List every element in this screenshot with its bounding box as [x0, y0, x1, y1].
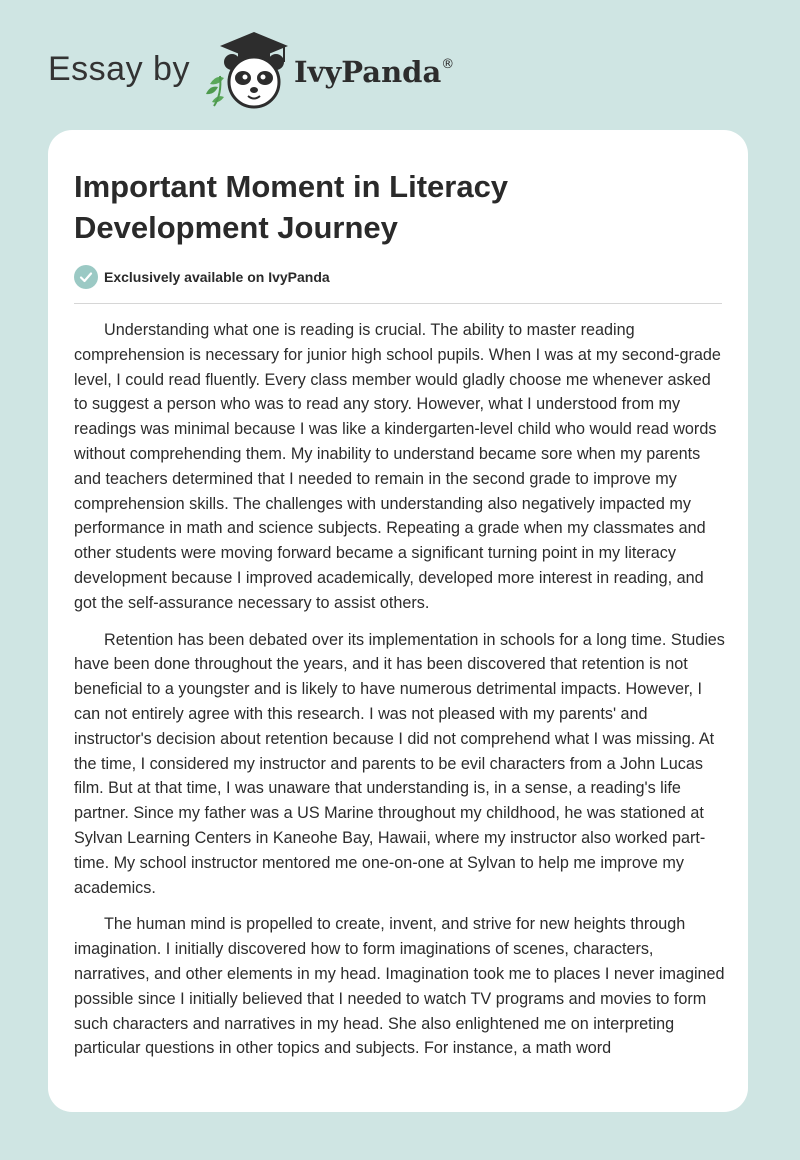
check-icon — [74, 265, 98, 289]
divider — [74, 303, 722, 304]
registered-mark: ® — [441, 57, 455, 72]
essay-by-text: Essay by — [48, 50, 190, 88]
essay-card — [48, 130, 748, 1112]
brand-name[interactable] — [294, 55, 454, 89]
exclusive-label: Exclusively available on IvyPanda — [104, 269, 330, 285]
paragraph: Understanding what one is reading is crucial. The ability to master reading comprehension is necessary for junior high school pupils. When I was at my second-grade level, I could read fluently. Every class member would gladly choose me whenever asked to suggest a person who was to read any story. However, what I understood from my readings was minimal because I was like a kindergarten-level child who would read words without comprehending them. My inability to understand became sore when my parents and teachers determined that I needed to remain in the second grade to improve my comprehension skills. The challenges with understanding also negatively impacted my performance in math and science subjects. Repeating a grade when my classmates and other students were moving forward became a significant turning point in my literacy development because I improved academically, developed more interest in reading, and got the self-assurance necessary to assist others. — [74, 321, 721, 612]
brand-text: IvyPanda — [294, 55, 442, 89]
essay-title: Important Moment in Literacy Development Journey — [74, 169, 509, 245]
paragraph: Retention has been debated over its implementation in schools for a long time. Studies have been done throughout the years, and it has been discovered that retention is not beneficial to a youngster and is likely to have numerous detrimental impacts. However, I can not entirely agree with this research. I was not pleased with my parents' and instructor's decision about retention because I did not comprehend what I was missing. At the time, I considered my instructor and parents to be evil characters from a John Lucas film. But at that time, I was unaware that understanding is, in a sense, a reading's life partner. Since my father was a US Marine throughout my childhood, he was stationed at Sylvan Learning Centers in Kaneohe Bay, Hawaii, where my instructor also worked part-time. My school instructor mentored me one-on-one at Sylvan to help me improve my academics. — [74, 630, 725, 897]
panda-logo-icon[interactable] — [198, 28, 290, 115]
site-header — [48, 28, 548, 118]
essay-body — [74, 318, 726, 1073]
exclusive-badge — [74, 264, 330, 290]
paragraph: The human mind is propelled to create, invent, and strive for new heights through imagination. I initially discovered how to form imaginations of scenes, characters, narratives, and other elements in my head. Imagination took me to places I never imagined possible since I initially believed that I needed to watch TV programs and movies to form such characters and narratives in my head. She also enlightened me on interpreting particular questions in other topics and subjects. For instance, a math word — [74, 915, 725, 1058]
